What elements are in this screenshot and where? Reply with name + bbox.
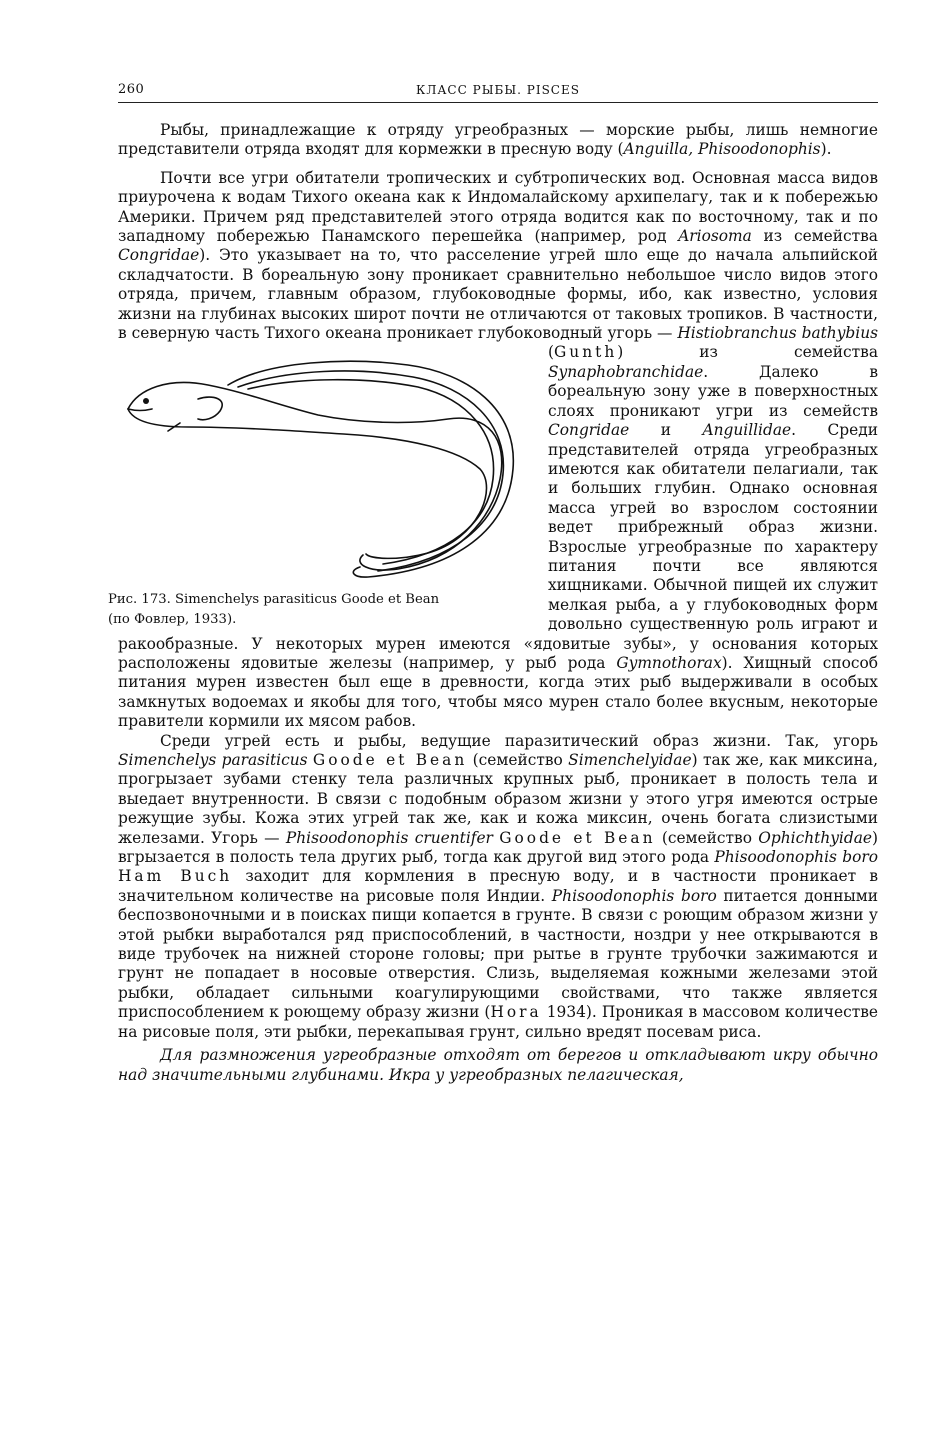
page-number: 260 [118, 82, 145, 97]
figure-173 [108, 349, 538, 628]
eel-illustration [108, 349, 538, 589]
book-page [108, 80, 879, 1085]
running-header [118, 80, 878, 103]
eel-eye [143, 398, 149, 404]
paragraph-3: Среди угрей есть и рыбы, ведущие паразитический образ жизни. Так, угорь Simenchelys parasiticus Goode et Bean (семейство Simenchelyidae) так же, как миксина, прогрызает зубами стенку тела различных крупных рыб, проникает в полость тела и выедает внутренности. В связи с подобным образом жизни у этого угря имеются острые режущие зубы. Кожа этих угрей так же, как и кожа миксин, очень богата слизистыми железами. Угорь — Phisoodonophis cruentifer Goode et Bean (семейство Ophichthyidae) вгрызается в полость тела других рыб, тогда как другой вид этого рода Phisoodonophis boro Ham Buch заходит для кормления в пресную воду, и в частности проникает в значительном количестве на рисовые поля Индии. Phisoodonophis boro питается донными беспозвоночными и в поисках пищи копается в грунте. В связи с роющим образом жизни у этой рыбки выработался ряд приспособлений, в частности, ноздри у нее открываются в виде трубочек на нижней стороне головы; при рытье в грунте трубочки зажимаются и грунт не попадает в носовые отверстия. Слизь, выделяемая кожными железами этой рыбки, обладает сильными коагулирующими свойствами, что также является приспособлением к роющему образу жизни (Hora 1934). Проникая в массовом количестве на рисовые поля, эти рыбки, перекапывая грунт, сильно вредят посевам риса. [118, 731, 879, 1041]
paragraph-1: Рыбы, принадлежащие к отряду угреобразных — морские рыбы, лишь немногие представители отряда входят для кормежки в пресную воду (Anguilla, Phisoodonophis). [118, 121, 878, 159]
figure-caption: Рис. 173. Simenchelys parasiticus Goode et Bean (по Фовлер, 1933). [108, 592, 440, 627]
paragraph-2: Почти все угри обитатели тропических и субтропических вод. Основная масса видов приурочена к водам Тихого океана как к Индомалайскому архипелагу, так и к побережью Америки. Причем ряд представителей этого отряда водится как по восточному, так и по западному побережью Панамского перешейка (например, род Ariosoma из семейства Congridae). Это указывает на то, что расселение угрей шло еще до начала альпийской складчатости. В бореальную зону проникает сравнительно небольшое число видов этого отряда, причем, главным образом, глубоководные формы, ибо, как известно, условия жизни на глубинах высоких широт почти не отличаются от таковых тропиков. В частности, в северную часть Тихого океана проникает глубоководный угорь — Рис. 173. Simenchelys parasiticus Goode et Bean (по Фовлер, 1933). Histiobranchus bathybius (Gunth) из семейства Synaphobranchidae. Далеко в бореальную зону уже в поверхностных слоях проникают угри из семейств Congridae и Anguillidae. Среди представителей отряда угреобразных имеются как обитатели пелагиали, так и больших глубин. Однако основная масса угрей во взрослом состоянии ведет прибрежный образ жизни. Взрослые угреобразные по характеру питания почти все являются хищниками. Обычной пищей их служит мелкая рыба, а у глубоководных форм довольно существенную роль играют и ракообразные. У некоторых мурен имеются «ядовитые зубы», у основания которых расположены ядовитые железы (например, у рыб рода Gymnothorax). Хищный способ питания мурен известен был еще в древности, когда этих рыб выдерживали в особых замкнутых водоемах и якобы для того, чтобы мясо мурен стало более вкусным, некоторые правители кормили их мясом рабов. [108, 168, 879, 731]
running-title: КЛАСС РЫБЫ. PISCES [416, 83, 580, 97]
paragraph-4: Для размножения угреобразные отходят от берегов и откладывают икру обычно над значительными глубинами. Икра у угреобразных пелагическая, [118, 1046, 878, 1084]
